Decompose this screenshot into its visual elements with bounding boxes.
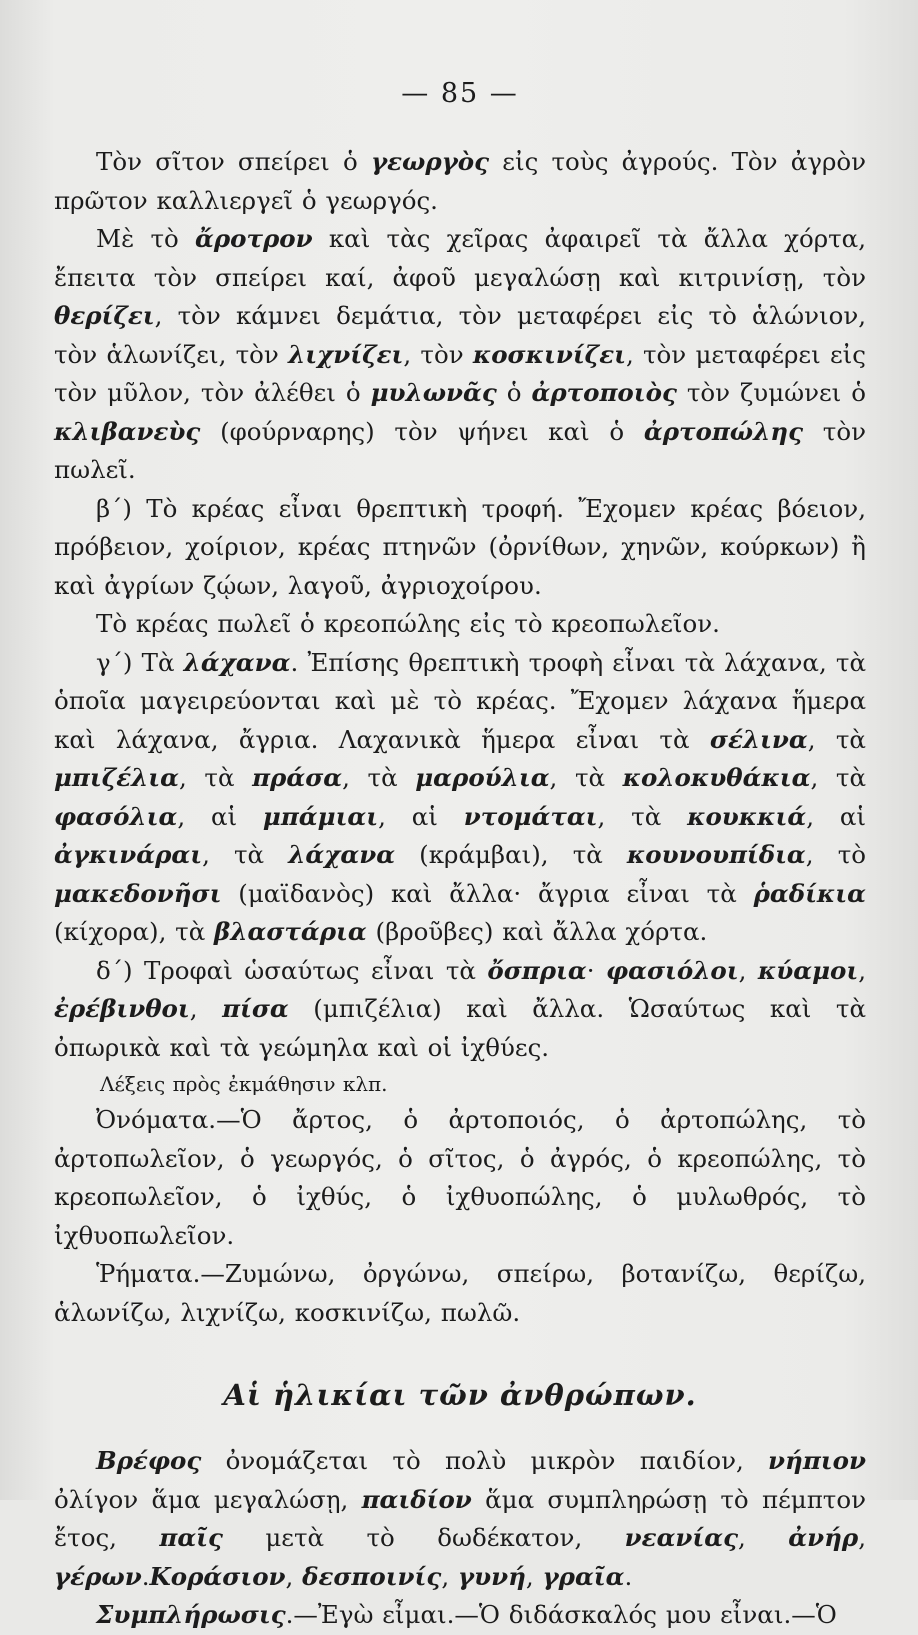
emphasized-term: κοσκινίζει [472, 339, 626, 369]
emphasized-term: σέλινα [709, 724, 808, 754]
emphasized-term: Βρέφος [96, 1446, 202, 1475]
emphasized-term: μαρούλια [415, 763, 550, 792]
emphasized-term: ἀγκινάραι [54, 840, 203, 869]
emphasized-term: ἀνήρ [788, 1523, 859, 1552]
emphasized-term: πίσα [222, 994, 289, 1023]
emphasized-term: μυλωνᾶς [370, 378, 497, 407]
paragraph-p10: Βρέφος ὀνομάζεται τὸ πολὺ μικρὸν παιδίον, νήπιον ὀλίγον ἅμα μεγαλώσῃ, παιδίον ἅμα συμπληρώσῃ τὸ πέμπτον ἔτος, παῖς μετὰ τὸ δωδέκατον, νεανίας, ἀνήρ, γέρων.Κοράσιον, δεσποινίς, γυνή, γραῖα. [54, 1446, 867, 1591]
emphasized-term: γυνή [457, 1561, 526, 1591]
emphasized-term: μπιζέλια [54, 763, 180, 792]
emphasized-term: δεσποινίς [302, 1561, 442, 1591]
emphasized-term: φασιόλοι [605, 955, 739, 985]
emphasized-term: θερίζει [54, 301, 155, 330]
emphasized-term: κουνουπίδια [626, 840, 806, 869]
paragraph-p7: Λέξεις πρὸς ἐκμάθησιν κλπ. [100, 1072, 388, 1096]
emphasized-term: νεανίας [624, 1523, 739, 1552]
emphasized-term: ντομάται [463, 801, 598, 831]
emphasized-term: γέρων [54, 1561, 142, 1591]
paragraph-p8: Ὀνόματα.—Ὁ ἄρτος, ὁ ἀρτοποιός, ὁ ἀρτοπώλης, τὸ ἀρτοπωλεῖον, ὁ γεωργός, ὁ σῖτος, ὁ ἀγρός, ὁ κρεοπώλης, τὸ κρεοπωλεῖον, ὁ ἰχθύς, ὁ ἰχθυοπώλης, ὁ μυλωθρός, τὸ ἰχθυοπωλεῖον. [54, 1105, 866, 1250]
emphasized-term: ὄσπρια [487, 955, 587, 985]
paragraph-p9: Ῥήματα.—Ζυμώνω, ὀργώνω, σπείρω, βοτανίζω, θερίζω, ἁλωνίζω, λιχνίζω, κοσκινίζω, πωλῶ. [54, 1259, 866, 1327]
emphasized-term: μπάμιαι [262, 801, 379, 831]
paragraph-p2: Μὲ τὸ ἄροτρον καὶ τὰς χεῖρας ἀφαιρεῖ τὰ ἄλλα χόρτα, ἔπειτα τὸν σπείρει καί, ἀφοῦ μεγαλώσῃ καὶ κιτρινίσῃ, τὸν θερίζει, τὸν κάμνει δεμάτια, τὸν μεταφέρει εἰς τὸ ἁλώνιον, τὸν ἁλωνίζει, τὸν λιχνίζει, τὸν κοσκινίζει, τὸν μεταφέρει εἰς τὸν μῦλον, τὸν ἀλέθει ὁ μυλωνᾶς ὁ ἀρτοποιὸς τὸν ζυμώνει ὁ κλιβανεὺς (φούρναρης) τὸν ψήνει καὶ ὁ ἀρτοπώλης τὸν πωλεῖ. [54, 224, 867, 484]
text-section-foods [54, 143, 866, 1332]
emphasized-term: ἀρτοποιὸς [531, 378, 677, 407]
emphasized-term: μακεδονῆσι [54, 878, 222, 908]
section-heading: Αἱ ἡλικίαι τῶν ἀνθρώπων. [223, 1378, 697, 1412]
emphasized-term: παῖς [159, 1523, 223, 1552]
emphasized-term: λιχνίζει [288, 339, 404, 369]
text-section-ages [54, 1442, 866, 1635]
paragraph-p5: γ΄) Τὰ λάχανα. Ἐπίσης θρεπτικὴ τροφὴ εἶναι τὰ λάχανα, τὰ ὁποῖα μαγειρεύονται καὶ μὲ τὸ κρέας. Ἔχομεν λάχανα ἥμερα καὶ λάχανα, ἄγρια. Λαχανικὰ ἥμερα εἶναι τὰ σέλινα, τὰ μπιζέλια, τὰ πράσα, τὰ μαρούλια, τὰ κολοκυθάκια, τὰ φασόλια, αἱ μπάμιαι, αἱ ντομάται, τὰ κουκκιά, αἱ ἀγκινάραι, τὰ λάχανα (κράμβαι), τὰ κουνουπίδια, τὸ μακεδονῆσι (μαϊδανὸς) καὶ ἄλλα· ἄγρια εἶναι τὰ ῥαδίκια (κίχορα), τὰ βλαστάρια (βροῦβες) καὶ ἄλλα χόρτα. [54, 647, 867, 946]
paragraph-p11: Συμπλήρωσις.—Ἐγὼ εἶμαι.—Ὁ διδάσκαλός μου εἶναι.—Ὁ [96, 1600, 837, 1629]
emphasized-term: ἄροτρον [195, 224, 313, 253]
emphasized-term: βλαστάρια [214, 917, 367, 946]
emphasized-term: κλιβανεὺς [54, 416, 201, 446]
emphasized-term: φασόλια [54, 801, 178, 831]
emphasized-term: Κοράσιον [149, 1561, 286, 1591]
emphasized-term: Συμπλήρωσις [96, 1600, 286, 1629]
emphasized-term: ἀρτοπώλης [643, 416, 804, 446]
page-number: — 85 — [401, 78, 519, 109]
emphasized-term: ἐρέβινθοι [54, 994, 190, 1023]
emphasized-term: πράσα [252, 763, 343, 792]
paragraph-p1: Τὸν σῖτον σπείρει ὁ γεωργὸς εἰς τοὺς ἀγρούς. Τὸν ἀγρὸν πρῶτον καλλιεργεῖ ὁ γεωργός. [54, 147, 867, 215]
emphasized-term: κουκκιά [687, 801, 807, 831]
emphasized-term: λάχανα [288, 840, 396, 869]
emphasized-term: λάχανα [183, 647, 291, 677]
emphasized-term: νήπιον [768, 1446, 866, 1475]
paragraph-p3: β΄) Τὸ κρέας εἶναι θρεπτικὴ τροφή. Ἔχομεν κρέας βόειον, πρόβειον, χοίριον, κρέας πτηνῶν (ὀρνίθων, χηνῶν, κούρκων) ἢ καὶ ἀγρίων ζῴων, λαγοῦ, ἀγριοχοίρου. [54, 493, 866, 600]
emphasized-term: γραῖα [542, 1561, 625, 1591]
emphasized-term: κολοκυθάκια [622, 763, 811, 792]
emphasized-term: κύαμοι [757, 955, 859, 985]
emphasized-term: ῥαδίκια [753, 878, 866, 908]
paragraph-p4: Τὸ κρέας πωλεῖ ὁ κρεοπώλης εἰς τὸ κρεοπωλεῖον. [96, 609, 720, 638]
paragraph-p6: δ΄) Τροφαὶ ὡσαύτως εἶναι τὰ ὄσπρια· φασιόλοι, κύαμοι, ἐρέβινθοι, πίσα (μπιζέλια) καὶ ἄλλα. Ὡσαύτως καὶ τὰ ὀπωρικὰ καὶ τὰ γεώμηλα καὶ οἱ ἰχθύες. [54, 955, 867, 1062]
emphasized-term: γεωργὸς [370, 147, 490, 176]
emphasized-term: παιδίον [361, 1484, 472, 1514]
